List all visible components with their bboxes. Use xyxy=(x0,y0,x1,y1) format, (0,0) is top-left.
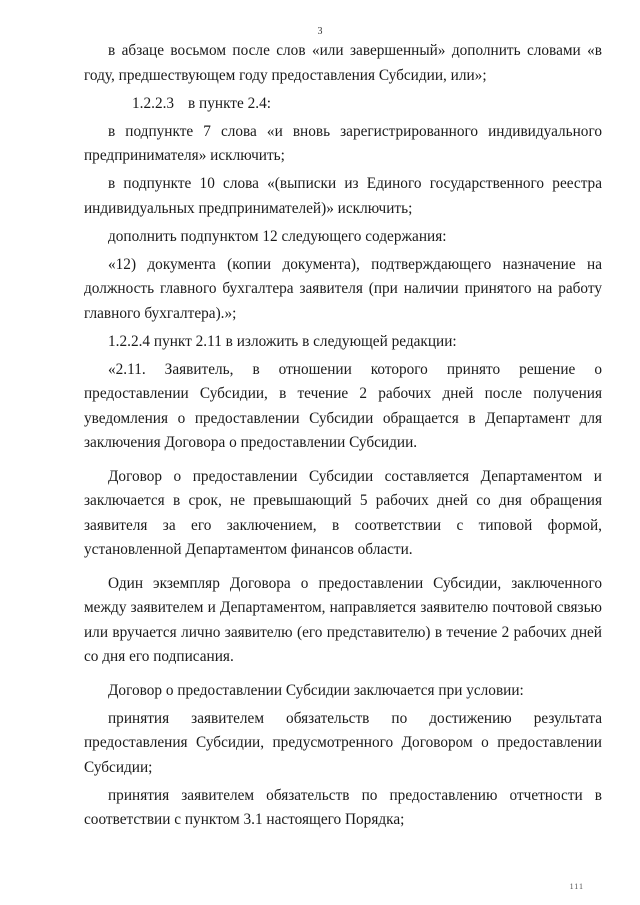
paragraph: дополнить подпунктом 12 следующего содержания: xyxy=(108,227,447,245)
paragraph: принятия заявителем обязательств по достижению результата предоставления Субсидии, предусмотренного Договором о предоставлении Субсидии; xyxy=(84,709,602,776)
paragraph: 1.2.2.4 пункт 2.11 в изложить в следующей редакции: xyxy=(108,332,457,350)
item-number: 1.2.2.3 xyxy=(132,94,175,112)
paragraph: Один экземпляр Договора о предоставлении Субсидии, заключенного между заявителем и Департаментом, направляется заявителю почтовой связью или вручается лично заявителю (его представителю) в течение 2 рабочих дней со дня его подписания. xyxy=(84,574,602,665)
paragraph: Договор о предоставлении Субсидии составляется Департаментом и заключается в срок, не превышающий 5 рабочих дней со дня обращения заявителя за его заключением, в соответствии с типовой формой, установленной Департаментом финансов области. xyxy=(84,467,602,558)
item-heading-text: в пункте 2.4: xyxy=(188,94,271,112)
paragraph-item-heading xyxy=(84,92,602,117)
document-body xyxy=(84,39,602,833)
paragraph: в подпункте 10 слова «(выписки из Единого государственного реестра индивидуальных предпринимателей)» исключить; xyxy=(84,175,602,217)
paragraph: Договор о предоставлении Субсидии заключается при условии: xyxy=(108,681,524,699)
page-number: 3 xyxy=(317,26,323,37)
paragraph: в подпункте 7 слова «и вновь зарегистрированного индивидуального предпринимателя» исключить; xyxy=(84,122,602,164)
footer-mark: 111 xyxy=(569,882,584,891)
paragraph: «12) документа (копии документа), подтверждающего назначение на должность главного бухгалтера заявителя (при наличии принятого на работу главного бухгалтера).»; xyxy=(84,255,602,322)
paragraph: в абзаце восьмом после слов «или завершенный» дополнить словами «в году, предшествующем году предоставления Субсидии, или»; xyxy=(84,42,602,84)
paragraph: принятия заявителем обязательств по предоставлению отчетности в соответствии с пунктом 3.1 настоящего Порядка; xyxy=(84,786,602,828)
paragraph: «2.11. Заявитель, в отношении которого принято решение о предоставлении Субсидии, в течение 2 рабочих дней после получения уведомления о предоставлении Субсидии обращается в Департамент для заключения Договора о предоставлении Субсидии. xyxy=(84,360,602,451)
